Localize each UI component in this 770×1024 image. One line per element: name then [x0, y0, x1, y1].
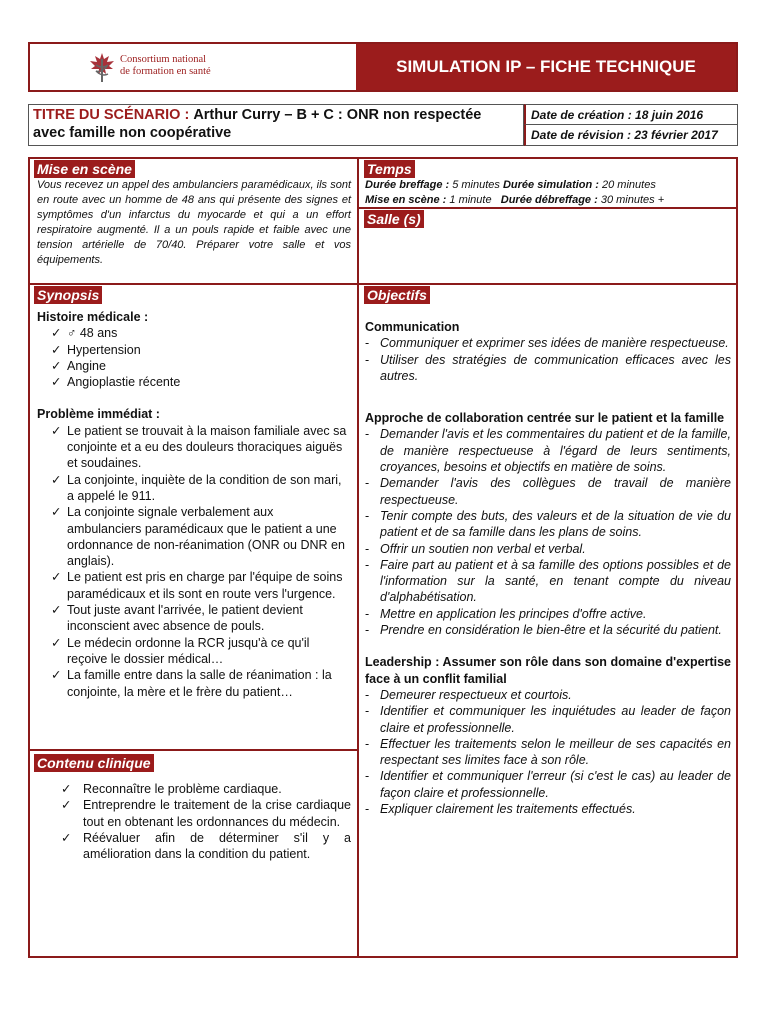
simulation-value: 20 minutes [602, 179, 656, 191]
leadership-heading: Leadership : Assumer son rôle dans son domaine d'expertise face à un conflit familial [365, 655, 731, 686]
list-item: - Demander l'avis et les commentaires du patient et de la famille, de manière respectueuse à l'égard de leurs sentiments, croyances, besoins et objectifs en matière de soins. [365, 427, 731, 475]
approche-list [365, 426, 731, 638]
mise-label: Mise en scène : [365, 194, 447, 206]
approche-heading: Approche de collaboration centrée sur le patient et la famille [365, 411, 725, 426]
leadership-list [365, 687, 731, 817]
list-item: - Mettre en application les principes d'offre active. [365, 606, 647, 621]
contenu-clinique-heading: Contenu clinique [34, 754, 154, 772]
check-icon: ✓ [51, 326, 62, 341]
mise-en-scene-text: Vous recevez un appel des ambulanciers paramédicaux, ils sont en route avec un homme de 48 ans qui présente des signes et symptômes d'un infarctus du myocarde et qui a un effort respiratoire augmenté. Il a un pouls rapide et faible avec une tension artérielle de 70/40. Préparer votre salle et vos équipements. [37, 179, 351, 266]
main-grid [28, 157, 738, 958]
list-item: - Identifier et communiquer les inquiétudes au leader de façon claire et professionnelle. [365, 704, 731, 735]
breffage-label: Durée breffage : [365, 179, 450, 191]
list-item: ✓ La conjointe, inquiète de la condition de son mari, a appelé le 911. [51, 472, 342, 503]
contenu-list [61, 781, 351, 862]
debreffage-value: 30 minutes + [600, 194, 665, 206]
list-item: ✓ Tout juste avant l'arrivée, le patient devient inconscient avec absence de pouls. [51, 603, 303, 634]
list-item: - Identifier et communiquer l'erreur (si c'est le cas) au leader de façon claire et professionnelle. [365, 769, 731, 800]
revision-date: Date de révision : 23 février 2017 [524, 125, 738, 146]
check-icon: ✓ [61, 830, 72, 845]
debreffage-label: Durée débreffage : [500, 194, 598, 206]
contenu-clinique-content [37, 781, 351, 862]
histoire-list [51, 325, 351, 390]
list-item: ✓ Le médecin ordonne la RCR jusqu'à ce qu'il reçoive le dossier médical… [51, 635, 310, 666]
check-icon: ✓ [51, 358, 62, 373]
scenario-title: Arthur Curry – B + C : ONR non respectée [193, 107, 482, 123]
list-item: - Communiquer et exprimer ses idées de manière respectueuse. [365, 336, 729, 351]
scenario-title-box [28, 104, 524, 146]
probleme-heading: Problème immédiat : [37, 407, 160, 422]
temps-details [365, 178, 737, 208]
check-icon: ✓ [51, 375, 62, 390]
list-item: ✓ La conjointe signale verbalement aux ambulanciers paramédicaux que le patient a une ordonnance de non-réanimation (ONR ou DNR en anglais). [51, 505, 345, 569]
check-icon: ✓ [61, 798, 72, 813]
list-item: - Utiliser des stratégies de communication efficaces avec les autres. [365, 352, 731, 383]
list-item: ✓ Le patient se trouvait à la maison familiale avec sa conjointe et a eu des douleurs thoraciques aiguës et soudaines. [51, 423, 347, 471]
check-icon: ✓ [51, 570, 62, 585]
check-icon: ✓ [51, 342, 62, 357]
check-icon: ✓ [51, 505, 62, 520]
temps-heading: Temps [364, 160, 415, 178]
synopsis-heading: Synopsis [34, 286, 102, 304]
logo-text [120, 54, 211, 78]
list-item: ✓ Réévaluer afin de déterminer s'il y a amélioration dans la condition du patient. [61, 830, 351, 862]
list-item: ✓ Hypertension [51, 342, 141, 357]
logo-line-1: Consortium national [120, 54, 207, 65]
list-item: - Tenir compte des buts, des valeurs et de la situation de vie du patient et de sa famille dans les plans de soins. [365, 508, 731, 540]
list-item: - Effectuer les traitements selon le meilleur de ses capacités en respectant ses limites face à son rôle. [365, 736, 731, 768]
objectifs-content [365, 319, 731, 817]
logo-line-2: de formation en santé [120, 66, 211, 77]
list-item: ✓ Angine [51, 358, 106, 373]
column-divider [357, 159, 359, 956]
list-item: - Expliquer clairement les traitements effectués. [365, 802, 636, 817]
dates-box [524, 104, 738, 146]
communication-list [365, 335, 731, 384]
page-title: SIMULATION IP – FICHE TECHNIQUE [356, 44, 736, 90]
check-icon: ✓ [61, 782, 72, 796]
header-banner [28, 42, 738, 92]
divider-left-1 [30, 283, 357, 285]
list-item: ✓ Le patient est pris en charge par l'équipe de soins paramédicaux et ils sont en route vers l'urgence. [51, 570, 343, 601]
check-icon: ✓ [51, 603, 62, 618]
list-item: - Demeurer respectueux et courtois. [365, 687, 572, 702]
list-item: ✓ ♂ 48 ans [51, 326, 118, 341]
check-icon: ✓ [51, 423, 62, 438]
breffage-value: 5 minutes [452, 179, 500, 191]
check-icon: ✓ [51, 668, 62, 683]
synopsis-content [37, 309, 351, 700]
probleme-list [51, 423, 351, 700]
check-icon: ✓ [51, 472, 62, 487]
logo [30, 44, 356, 90]
histoire-heading: Histoire médicale : [37, 310, 149, 324]
list-item: ✓ Entreprendre le traitement de la crise cardiaque tout en obtenant les ordonnances du médecin. [61, 798, 351, 829]
divider-right-2 [359, 283, 736, 285]
list-item: - Offrir un soutien non verbal et verbal. [365, 541, 586, 556]
creation-date: Date de création : 18 juin 2016 [524, 104, 738, 125]
list-item: ✓ Angioplastie récente [51, 375, 181, 390]
objectifs-heading: Objectifs [364, 286, 430, 304]
list-item: ✓ La famille entre dans la salle de réanimation : la conjointe, la mère et le frère du patient… [51, 668, 332, 699]
divider-left-2 [30, 749, 357, 751]
salle-heading: Salle (s) [364, 210, 424, 228]
list-item: - Faire part au patient et à sa famille des options possibles et de l'information sur la santé, en tenant compte du niveau d'alphabétisation. [365, 557, 731, 605]
list-item: ✓ Reconnaître le problème cardiaque. [61, 782, 282, 796]
caduceus-leaf-icon [87, 51, 117, 83]
list-item: - Demander l'avis des collègues de travail de manière respectueuse. [365, 476, 731, 507]
scenario-title-continued: avec famille non coopérative [33, 125, 232, 141]
communication-heading: Communication [365, 320, 460, 334]
scenario-title-label: TITRE DU SCÉNARIO : [33, 107, 190, 123]
simulation-label: Durée simulation : [502, 179, 599, 191]
check-icon: ✓ [51, 635, 62, 650]
mise-en-scene-heading: Mise en scène [34, 160, 135, 178]
list-item: - Prendre en considération le bien-être et la sécurité du patient. [365, 623, 722, 638]
mise-value: 1 minute [449, 194, 492, 206]
